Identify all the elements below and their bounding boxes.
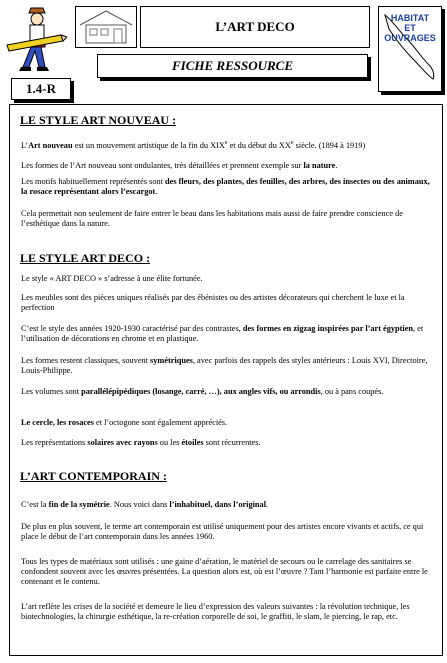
page-subtitle: FICHE RESSOURCE [171,58,294,73]
paragraph: Cela permettait non seulement de faire entrer le beau dans les habitations mais aussi de faire prendre conscience de l’esthétique dans la nature. [21,209,403,228]
section-heading-art-nouveau: LE STYLE ART NOUVEAU : [20,113,177,127]
title-box [140,6,370,48]
paragraph: De plus en plus souvent, le terme art contemporain est utilisé uniquement pour des artistes encore vivants et actifs, ce qui place le début de l’art contemporain dans les années 1960. [21,522,424,541]
paragraph: Tous les types de matériaux sont utilisés : une gaine d’aération, le matériel de secours ou le carrelage des sanitaires se confondent souvent avec les œuvres présentées. La question alors est, où est l’œuvre ? Tant l’harmonie est parfaite entre le contenant et le contenu. [21,557,428,586]
badge-box [378,6,442,92]
section-heading-art-deco: LE STYLE ART DECO : [20,251,151,265]
paragraph: Les volumes sont parallélépipédiques (losange, carré, …), aux angles vifs, ou arrondis, ou à pans coupés. [21,387,384,396]
badge-label [379,13,441,43]
paragraph: Le style « ART DECO » s’adresse à une élite fortunée. [21,274,203,283]
section-heading-art-contemporain: L’ART CONTEMPORAIN : [20,469,167,483]
badge-line-2: ET [404,23,416,33]
paragraph: L’art reflète les crises de la société et demeure le lieu d’expression des valeurs suivantes : la révolution technique, les biotechnologies, la chirurgie esthétique, la re-création corporelle de soi, le graffiti, le slam, le piercing, le rap, etc. [21,602,410,621]
paragraph: Les formes de l’Art nouveau sont ondulantes, très détaillées et prennent exemple sur la nature. [21,161,338,170]
logo-box [3,5,67,73]
badge-line-3: OUVRAGES [384,33,436,43]
subtitle-box [97,54,368,78]
paragraph: C’est la fin de la symétrie. Nous voici dans l’inhabituel, dans l’original. [21,500,269,509]
paragraph: Les formes restent classiques, souvent symétriques, avec parfois des rappels des styles antérieurs : Louis XVI, Directoire, Louis-Philippe. [21,356,428,375]
badge-line-1: HABITAT [390,13,430,23]
content-panel [9,104,443,656]
house-box [75,6,137,48]
fiche-code-box [11,78,71,100]
paragraph: Les motifs habituellement représentés sont des fleurs, des plantes, des feuilles, des arbres, des insectes ou des animaux, la rosace représentant alors l’escargot. [21,177,430,196]
house-sketch-icon [76,7,136,47]
paragraph: C’est le style des années 1920-1930 caractérisé par des contrastes, des formes en zigzag inspirées par l’art égyptien, et l’utilisation de décorations en chrome et en plastique. [21,324,424,343]
fiche-code: 1.4-R [26,81,56,96]
paragraph: Les représentations solaires avec rayons ou les étoiles sont récurrentes. [21,438,261,447]
pencil-person-icon [3,5,67,73]
paragraph: L’Art nouveau est un mouvement artistique de la fin du XIXe et du début du XXe siècle. (1894 à 1919) [21,140,366,150]
paragraph: Les meubles sont des pièces uniques réalisés par des ébénistes ou des artistes décorateurs qui cherchent le luxe et la perfection [21,293,405,312]
page-title: L’ART DECO [215,19,295,34]
paragraph: Le cercle, les rosaces et l’octogone sont également appréciés. [21,418,228,427]
